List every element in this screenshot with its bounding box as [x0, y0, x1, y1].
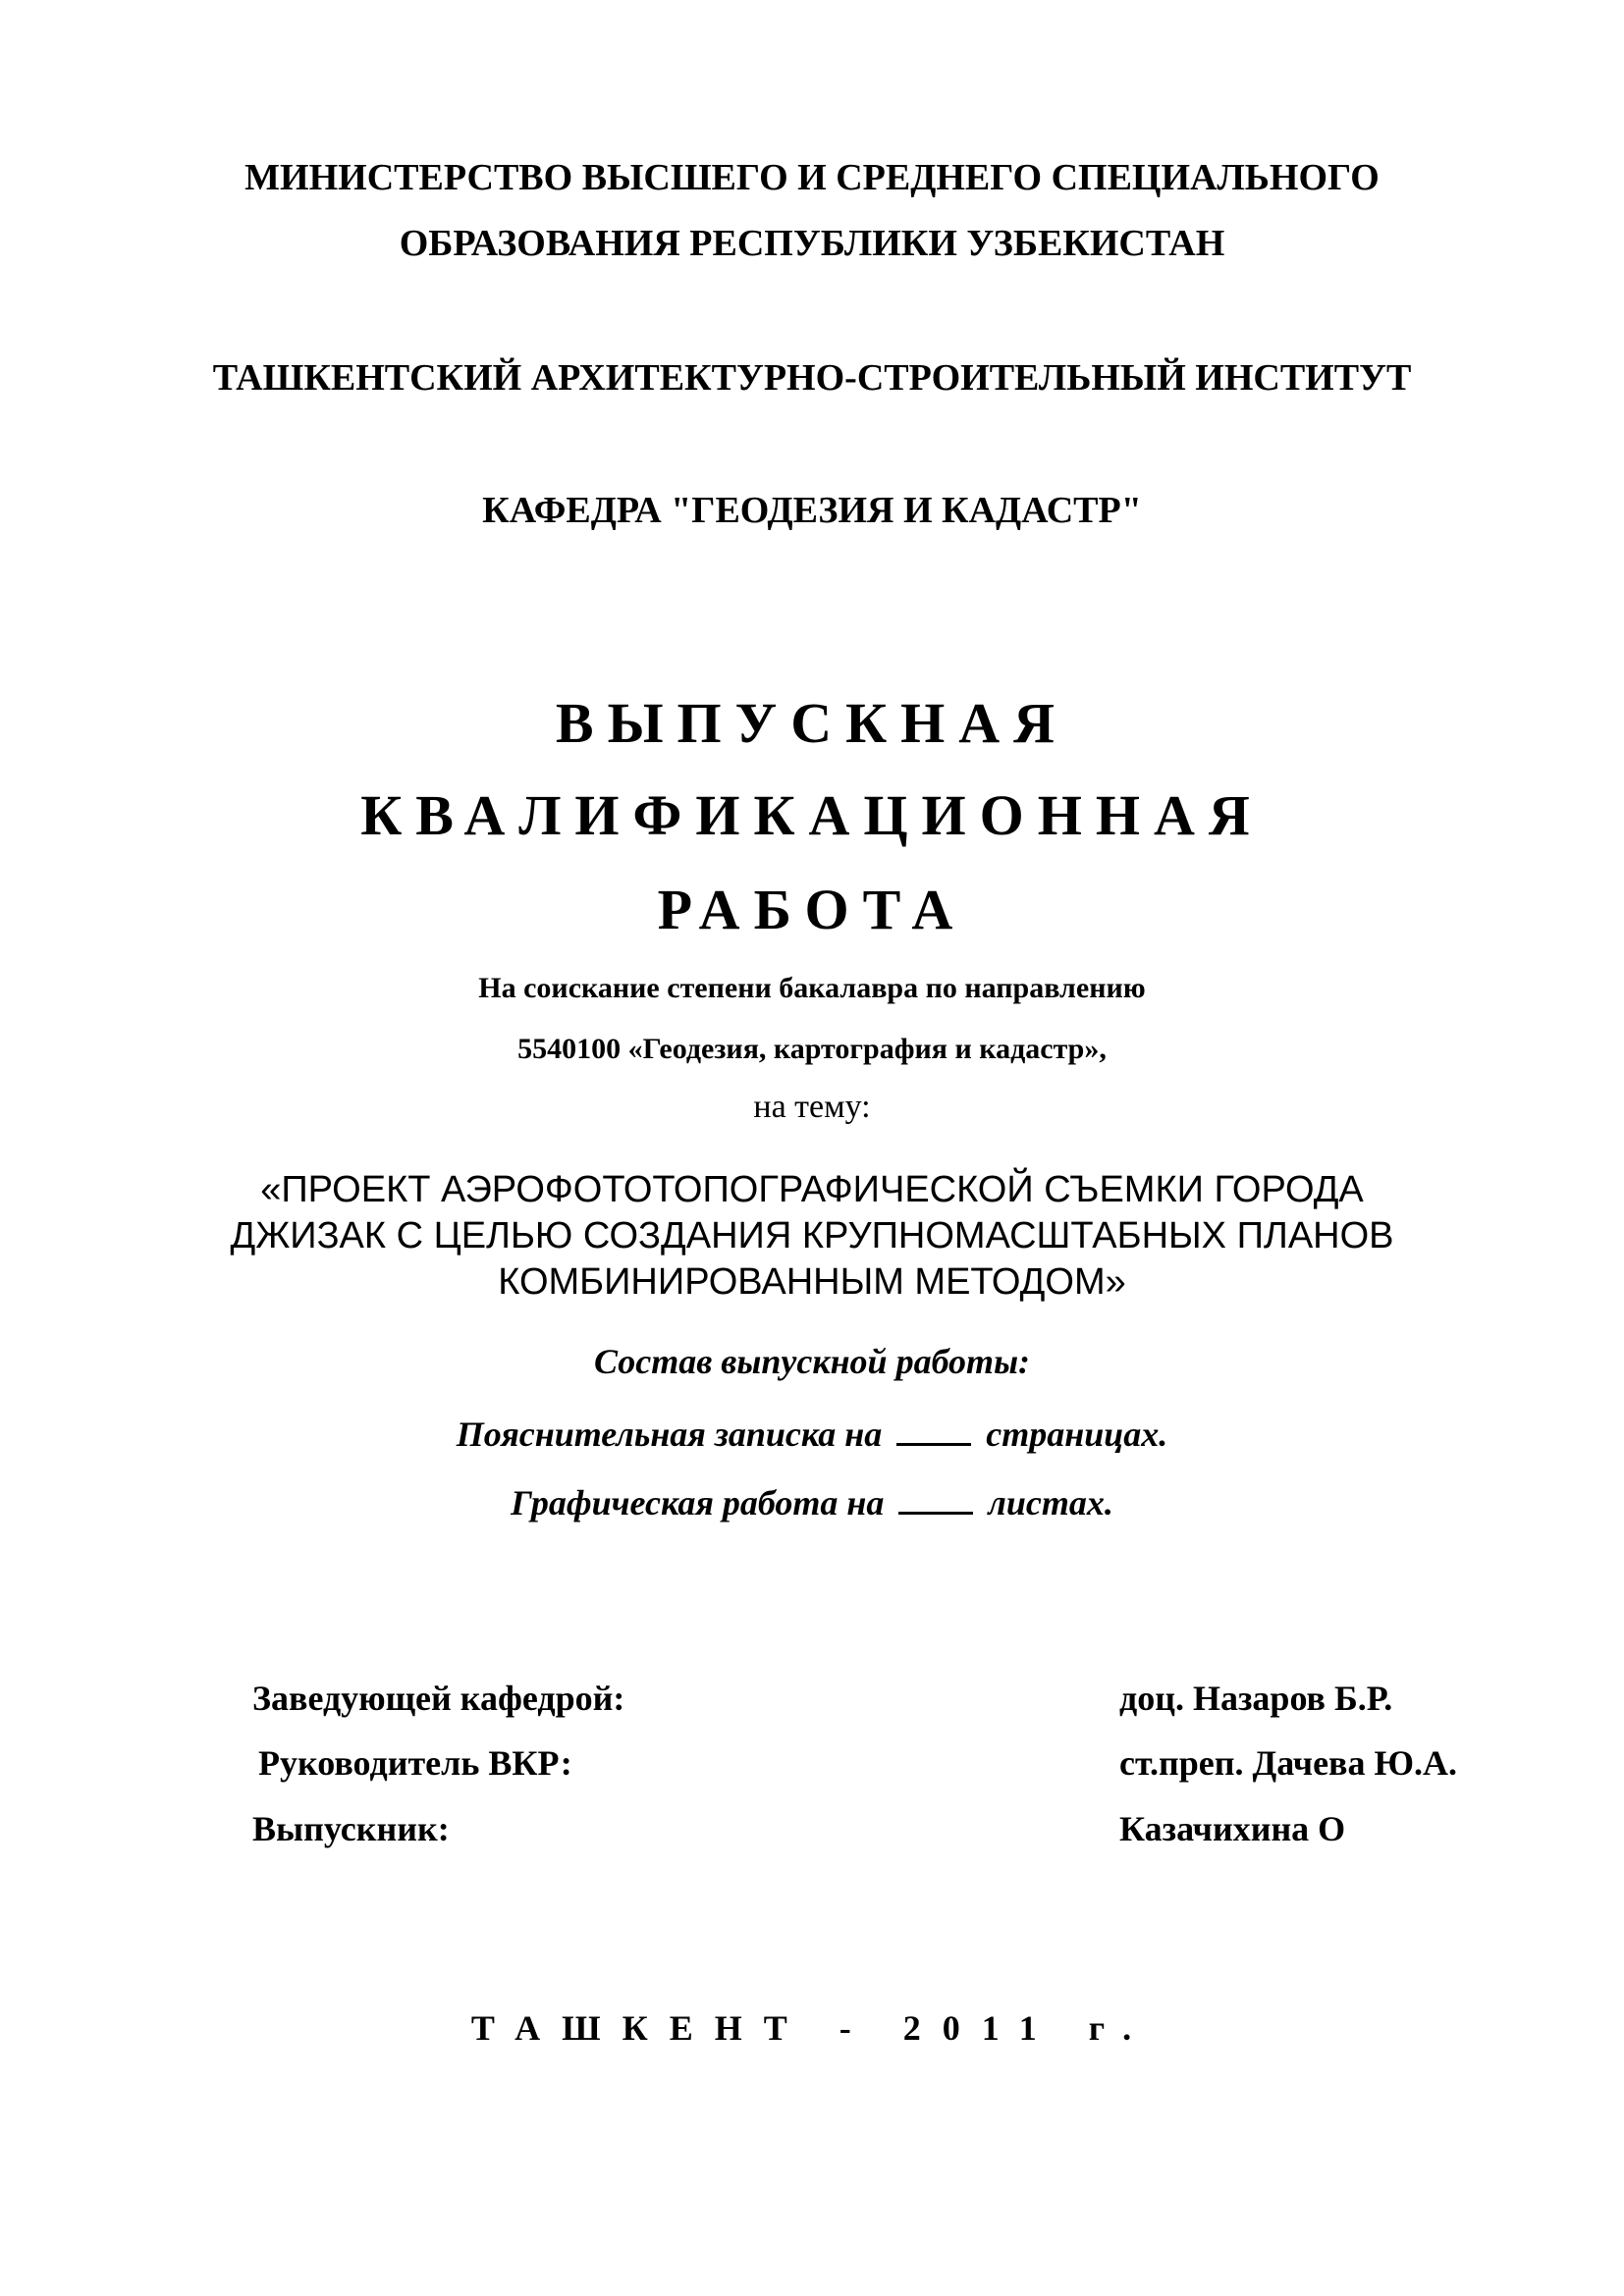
degree-line-2: 5540100 «Геодезия, картография и кадастр», — [517, 1033, 1107, 1065]
sheets-blank — [898, 1482, 973, 1515]
title-line-1: ВЫПУСКНАЯ — [555, 691, 1069, 755]
signature-role-supervisor: Руководитель ВКР: — [258, 1743, 572, 1783]
graphic-work-prefix: Графическая работа на — [511, 1483, 885, 1522]
signature-role-graduate: Выпускник: — [252, 1809, 450, 1848]
explanatory-note-prefix: Пояснительная записка на — [456, 1415, 883, 1454]
explanatory-note-suffix: страницах. — [986, 1415, 1168, 1454]
signature-role-head: Заведующей кафедрой: — [252, 1679, 625, 1718]
graphic-work-line — [0, 1482, 1624, 1521]
topic-line-3: КОМБИНИРОВАННЫМ МЕТОДОМ» — [498, 1261, 1126, 1303]
signature-name-graduate: Казачихина О — [1119, 1809, 1346, 1848]
signature-name-head: доц. Назаров Б.Р. — [1119, 1679, 1393, 1718]
title-line-3: РАБОТА — [657, 878, 967, 941]
ministry-line-2: ОБРАЗОВАНИЯ РЕСПУБЛИКИ УЗБЕКИСТАН — [399, 223, 1225, 264]
ministry-line-1: МИНИСТЕРСТВО ВЫСШЕГО И СРЕДНЕГО СПЕЦИАЛЬНОГО — [244, 157, 1380, 198]
composition-heading: Состав выпускной работы: — [593, 1342, 1031, 1381]
signature-name-supervisor: ст.преп. Дачева Ю.А. — [1119, 1743, 1458, 1783]
graphic-work-suffix: листах. — [988, 1483, 1113, 1522]
pages-blank — [896, 1414, 971, 1446]
city-year: ТАШКЕНТ - 2011 г. — [470, 2008, 1154, 2048]
degree-line-1: На соискание степени бакалавра по направлению — [478, 972, 1146, 1004]
topic-line-2: ДЖИЗАК С ЦЕЛЬЮ СОЗДАНИЯ КРУПНОМАСШТАБНЫХ ПЛАНОВ — [230, 1215, 1394, 1256]
institute-name: ТАШКЕНТСКИЙ АРХИТЕКТУРНО-СТРОИТЕЛЬНЫЙ ИНСТИТУТ — [212, 357, 1412, 399]
title-line-2: КВАЛИФИКАЦИОННАЯ — [360, 783, 1264, 847]
on-topic-label: на тему: — [753, 1089, 871, 1125]
topic-line-1: «ПРОЕКТ АЭРОФОТОТОПОГРАФИЧЕСКОЙ СЪЕМКИ ГОРОДА — [260, 1169, 1364, 1210]
department-name: КАФЕДРА "ГЕОДЕЗИЯ И КАДАСТР" — [482, 490, 1142, 531]
explanatory-note-line — [0, 1414, 1624, 1452]
